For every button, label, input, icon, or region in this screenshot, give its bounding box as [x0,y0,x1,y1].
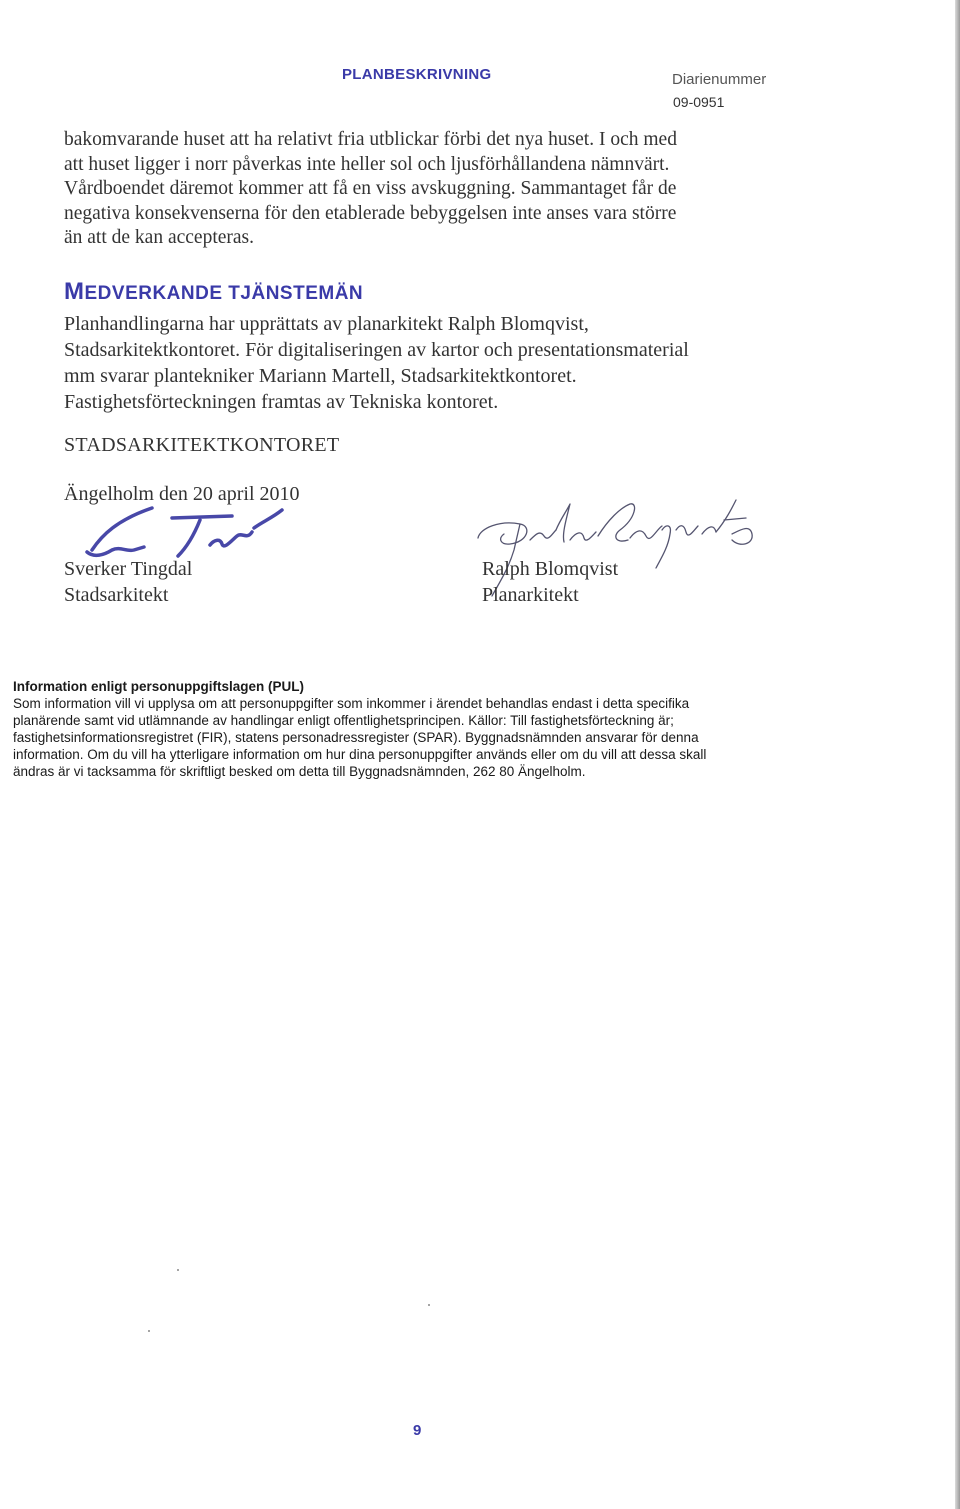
staff-line: Fastighetsförteckningen framtas av Tekniska kontoret. [64,391,499,413]
pul-line: Som information vill vi upplysa om att personuppgifter som inkommer i ärendet behandlas endast i detta specifika [13,696,690,711]
scan-edge [955,0,960,1509]
intro-line: negativa konsekvenserna för den etablerade bebyggelsen inte anses vara större [64,202,677,224]
staff-paragraph [64,311,784,415]
intro-line: att huset ligger i norr påverkas inte heller sol och ljusförhållandena nämnvärt. [64,153,670,175]
pul-notice [13,678,833,780]
intro-line: Vårdboendet däremot kommer att få en viss avskuggning. Sammantaget får de [64,178,677,199]
intro-line: än att de kan accepteras. [64,227,255,248]
pul-line: information. Om du vill ha ytterligare information om hur dina personuppgifter används eller om du vill att dessa skall [13,747,707,762]
staff-line: Stadsarkitektkontoret. För digitaliseringen av kartor och presentationsmaterial [64,339,689,361]
staff-line: mm svarar plantekniker Mariann Martell, Stadsarkitektkontoret. [64,365,577,387]
pul-title: Information enligt personuppgiftslagen (PUL) [13,679,304,694]
pul-line: ändras är vi tacksamma för skriftligt besked om detta till Byggnadsnämnden, 262 80 Ängelholm. [13,764,586,779]
staff-line: Planhandlingarna har upprättats av planarkitekt Ralph Blomqvist, [64,313,589,335]
pul-line: planärende samt vid utlämnande av handlingar enligt offentlighetsprincipen. Källor: Till fastighetsförteckning är; [13,713,674,728]
signer-name: Ralph Blomqvist [482,558,619,580]
heading-initial: M [64,278,85,305]
document-title: PLANBESKRIVNING [342,66,492,83]
intro-line: bakomvarande huset att ha relativt fria utblickar förbi det nya huset. I och med [64,129,677,150]
intro-paragraph [64,128,764,251]
place-date: Ängelholm den 20 april 2010 [64,483,300,505]
signer-title: Planarkitekt [482,584,579,606]
office-name: STADSARKITEKTKONTORET [64,434,340,456]
pul-line: fastighetsinformationsregistret (FIR), statens personadressregister (SPAR). Byggnadsnämnden ansvarar för denna [13,730,699,745]
signer-right [482,556,618,608]
signer-left [64,556,192,608]
scan-speck [428,1304,430,1306]
heading-rest: EDVERKANDE TJÄNSTEMÄN [84,283,364,304]
section-heading [64,278,363,306]
scan-speck [177,1269,179,1271]
page-number: 9 [413,1422,422,1439]
signer-name: Sverker Tingdal [64,558,193,580]
signer-title: Stadsarkitekt [64,584,169,606]
diarie-number: 09-0951 [673,94,725,110]
diarie-label: Diarienummer [672,71,767,88]
scan-speck [148,1330,150,1332]
